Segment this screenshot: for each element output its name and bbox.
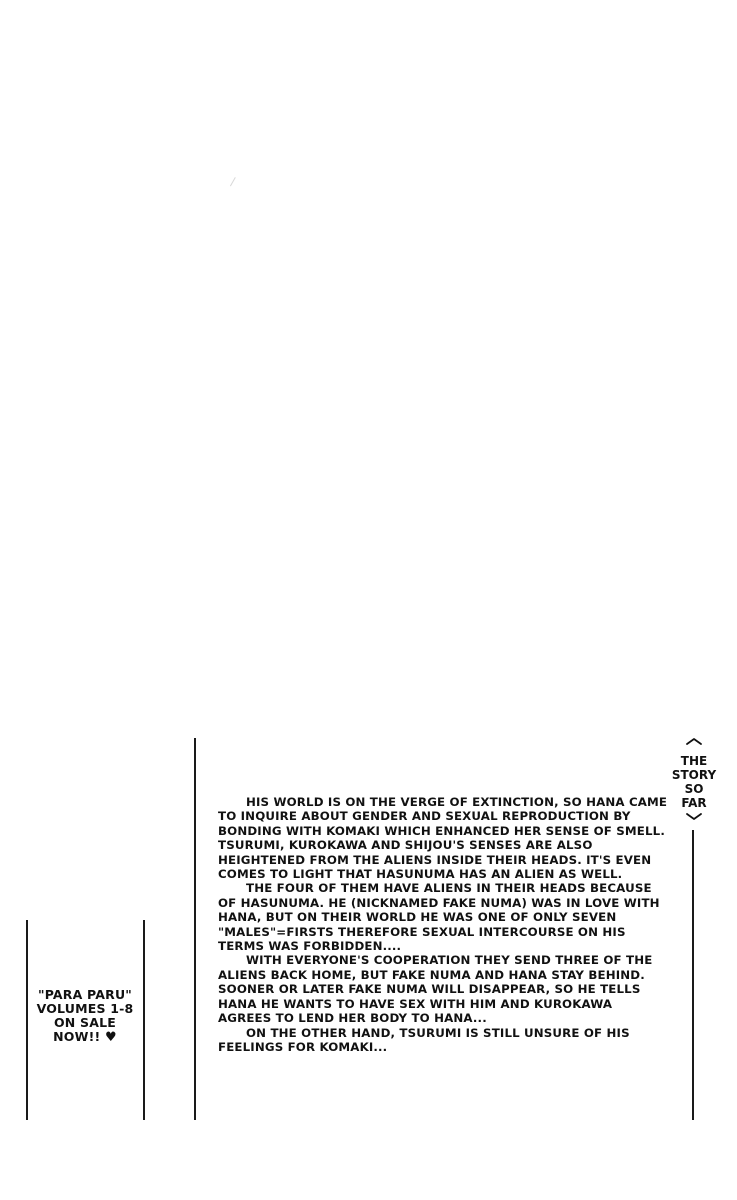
story-summary: [218, 795, 668, 1054]
story-label-story: STORY: [671, 768, 717, 782]
promo-frame-left-line: [26, 920, 28, 1120]
summary-paragraph: THE FOUR OF THEM HAVE ALIENS IN THEIR HEADS BECAUSE OF HASUNUMA. HE (NICKNAMED FAKE NUMA) WAS IN LOVE WITH HANA, BUT ON THEIR WORLD HE WAS ONE OF ONLY SEVEN "MALES"=FIRSTS THEREFORE SEXUAL INTERCOURSE ON HIS TERMS WAS FORBIDDEN....: [218, 881, 660, 954]
story-so-far-rule: [692, 830, 694, 1120]
summary-paragraph: WITH EVERYONE'S COOPERATION THEY SEND THREE OF THE ALIENS BACK HOME, BUT FAKE NUMA AND HANA STAY BEHIND. SOONER OR LATER FAKE NUMA WILL DISAPPEAR, SO HE TELLS HANA HE WANTS TO HAVE SEX WITH HIM AND KUROKAWA AGREES TO LEND HER BODY TO HANA...: [218, 953, 653, 1026]
promo-now-text: NOW!!: [53, 1029, 101, 1044]
promo-on-sale: ON SALE: [53, 1015, 117, 1030]
column-divider-line: [194, 738, 196, 1120]
volumes-on-sale-notice: [30, 988, 140, 1044]
promo-now: [30, 1030, 140, 1044]
summary-paragraph: HIS WORLD IS ON THE VERGE OF EXTINCTION, SO HANA CAME TO INQUIRE ABOUT GENDER AND SEXUAL REPRODUCTION BY BONDING WITH KOMAKI WHICH ENHANCED HER SENSE OF SMELL. TSURUMI, KUROKAWA AND SHIJOU'S SENSES ARE ALSO HEIGHTENED FROM THE ALIENS INSIDE THEIR HEADS. IT'S EVEN COMES TO LIGHT THAT HASUNUMA HAS AN ALIEN AS WELL.: [218, 795, 668, 882]
paper-speck: [230, 177, 240, 189]
story-label-far: FAR: [681, 796, 707, 810]
summary-paragraph: ON THE OTHER HAND, TSURUMI IS STILL UNSURE OF HIS FEELINGS FOR KOMAKI...: [218, 1025, 630, 1054]
chevron-down-icon: [685, 812, 703, 822]
promo-volumes: VOLUMES 1-8: [36, 1001, 134, 1016]
story-label-the: THE: [680, 754, 708, 768]
chevron-up-icon: [685, 736, 703, 746]
promo-title: "PARA PARU": [37, 987, 133, 1002]
heart-icon: ♥: [104, 1030, 117, 1045]
story-so-far-label: [663, 736, 725, 822]
story-label-so: SO: [684, 782, 704, 796]
promo-frame-right-line: [143, 920, 145, 1120]
